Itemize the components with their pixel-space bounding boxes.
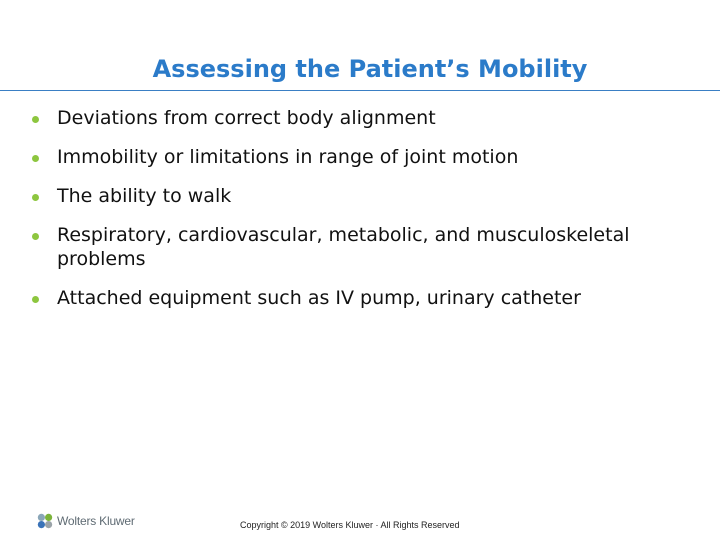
wolters-kluwer-logo-icon <box>36 512 54 530</box>
bullet-item <box>30 286 710 310</box>
bullet-item <box>30 223 710 271</box>
logo-text: Wolters Kluwer <box>57 514 135 528</box>
bullet-item <box>30 184 710 208</box>
bullet-item <box>30 106 710 130</box>
bullet-dot-icon <box>32 155 39 162</box>
bullet-text: Deviations from correct body alignment <box>57 107 436 129</box>
bullet-text: The ability to walk <box>57 185 232 207</box>
wolters-kluwer-logo <box>36 512 135 530</box>
bullet-text: Immobility or limitations in range of joint motion <box>57 146 519 168</box>
title-divider <box>0 90 720 91</box>
bullet-text: Respiratory, cardiovascular, metabolic, and musculoskeletal problems <box>57 224 630 270</box>
bullet-text: Attached equipment such as IV pump, urinary catheter <box>57 287 581 309</box>
bullet-dot-icon <box>32 233 39 240</box>
bullet-list <box>30 106 710 325</box>
bullet-dot-icon <box>32 116 39 123</box>
bullet-dot-icon <box>32 296 39 303</box>
copyright-text: Copyright © 2019 Wolters Kluwer · All Rights Reserved <box>240 520 460 530</box>
bullet-dot-icon <box>32 194 39 201</box>
bullet-item <box>30 145 710 169</box>
slide-title: Assessing the Patient’s Mobility <box>152 55 588 83</box>
